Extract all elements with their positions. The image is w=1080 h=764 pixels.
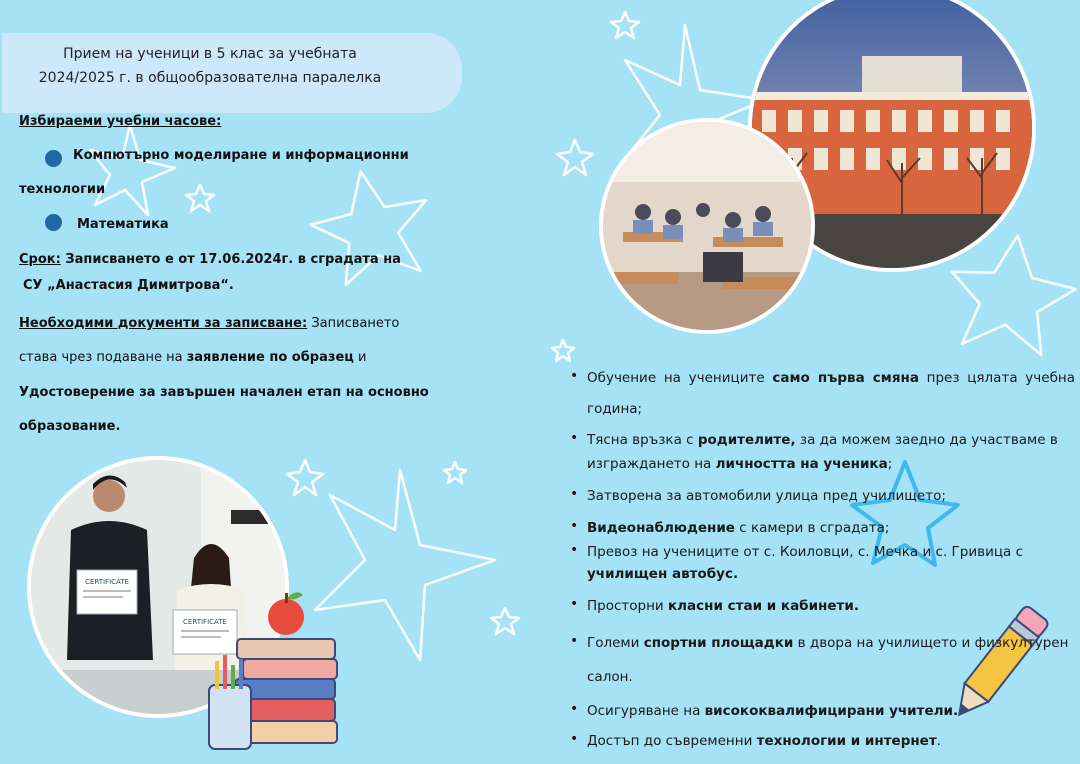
list-item-continuation: година;	[587, 401, 643, 417]
documents-label: Необходими документи за записване:	[19, 316, 308, 331]
documents-line-1	[19, 316, 399, 331]
list-item-part: за да можем заедно да участваме в	[795, 432, 1058, 448]
classroom-photo	[599, 118, 815, 334]
list-item-part: Достъп до съвременни	[587, 733, 757, 749]
documents-line-3: Удостоверение за завършен начален етап на основно	[19, 385, 429, 400]
list-item-text	[587, 629, 1075, 658]
list-item-part: Големи	[587, 635, 644, 651]
title-line-1: Прием на ученици в 5 клас за учебната	[63, 46, 357, 62]
deadline-line-1	[19, 252, 401, 267]
list-item-part: ;	[887, 456, 893, 472]
list-item-bold: личността на ученика	[715, 456, 888, 472]
star-icon	[287, 460, 323, 495]
bullet-icon: •	[570, 731, 579, 747]
list-item-bold: класни стаи и кабинети.	[668, 598, 859, 614]
list-item-text: Превоз на учениците от с. Коиловци, с. Мечка и с. Гривица с	[587, 544, 1024, 560]
star-icon	[444, 462, 466, 483]
star-icon	[186, 185, 214, 211]
star-icon	[611, 12, 639, 38]
list-item-text	[587, 697, 1075, 726]
bullet-icon: •	[570, 486, 579, 502]
list-item-part: изграждането на	[587, 456, 716, 472]
documents-after-label: Записването	[307, 316, 400, 331]
deadline-text-1: Записването е от 17.06.2024г. в сградата на	[65, 252, 401, 267]
bullet-icon: •	[570, 633, 579, 649]
star-icon	[491, 608, 519, 634]
list-item-part: през цялата учебна	[918, 370, 1075, 386]
list-item-bold: Видеонаблюдение	[587, 520, 735, 536]
list-item-part: Обучение на учениците	[587, 370, 773, 386]
list-item-text	[587, 727, 1075, 756]
bullet-icon: •	[570, 368, 579, 384]
elective-1-line-1: Компютърно моделиране и информационни	[73, 148, 409, 163]
list-item-continuation: салон.	[587, 669, 633, 685]
list-item-bold: родителите,	[697, 432, 796, 448]
list-item-part: с камери в сградата;	[734, 520, 890, 536]
bullet-icon: •	[570, 596, 579, 612]
deadline-line-2: СУ „Анастасия Димитрова“.	[23, 278, 234, 293]
list-item-part: Просторни	[587, 598, 668, 614]
star-icon	[557, 140, 593, 175]
list-item-text	[587, 592, 1075, 621]
list-item-text: Затворена за автомобили улица пред училището;	[587, 488, 946, 504]
list-item-text	[587, 364, 1075, 393]
documents-line-2	[19, 350, 367, 365]
list-item-part: в двора на училището и физкултурен	[793, 635, 1069, 651]
star-icon	[552, 340, 574, 361]
bullet-dot	[45, 150, 62, 167]
bullet-icon: •	[570, 542, 579, 558]
bullet-icon: •	[570, 701, 579, 717]
bullet-icon: •	[570, 430, 579, 446]
list-item-part: Тясна връзка с	[587, 432, 698, 448]
star-icon	[302, 159, 440, 291]
documents-line2-tail: и	[353, 350, 367, 365]
list-item-bold: спортни площадки	[643, 635, 794, 651]
list-item-bold: технологии и интернет	[756, 733, 937, 749]
list-item-bold: висококвалифицирани учители.	[704, 703, 959, 719]
certificate-left-label: CERTIFICATE	[85, 578, 129, 586]
classroom-photo-illustration	[603, 122, 813, 332]
books-apple-illustration	[205, 585, 340, 753]
star-icon	[315, 470, 495, 660]
documents-line2-bold: заявление по образец	[186, 350, 354, 365]
title-line-2: 2024/2025 г. в общообразователна паралелка	[38, 70, 382, 86]
elective-1-line-2: технологии	[19, 182, 106, 197]
list-item-part: .	[936, 733, 941, 749]
certificate-right-label: CERTIFICATE	[183, 618, 227, 626]
list-item-part: Осигуряване на	[587, 703, 705, 719]
documents-line2-plain: става чрез подаване на	[19, 350, 187, 365]
bullet-dot	[45, 214, 62, 231]
list-item-continuation	[587, 450, 1075, 479]
list-item-bold: само първа смяна	[772, 370, 919, 386]
documents-line-4: образование.	[19, 419, 121, 434]
page-title	[20, 42, 400, 90]
elective-2: Математика	[77, 217, 169, 232]
deadline-label: Срок:	[19, 252, 61, 267]
bullet-icon: •	[570, 518, 579, 534]
list-item-continuation: училищен автобус.	[587, 566, 739, 582]
star-icon	[90, 125, 175, 215]
electives-heading: Избираеми учебни часове:	[19, 114, 222, 129]
